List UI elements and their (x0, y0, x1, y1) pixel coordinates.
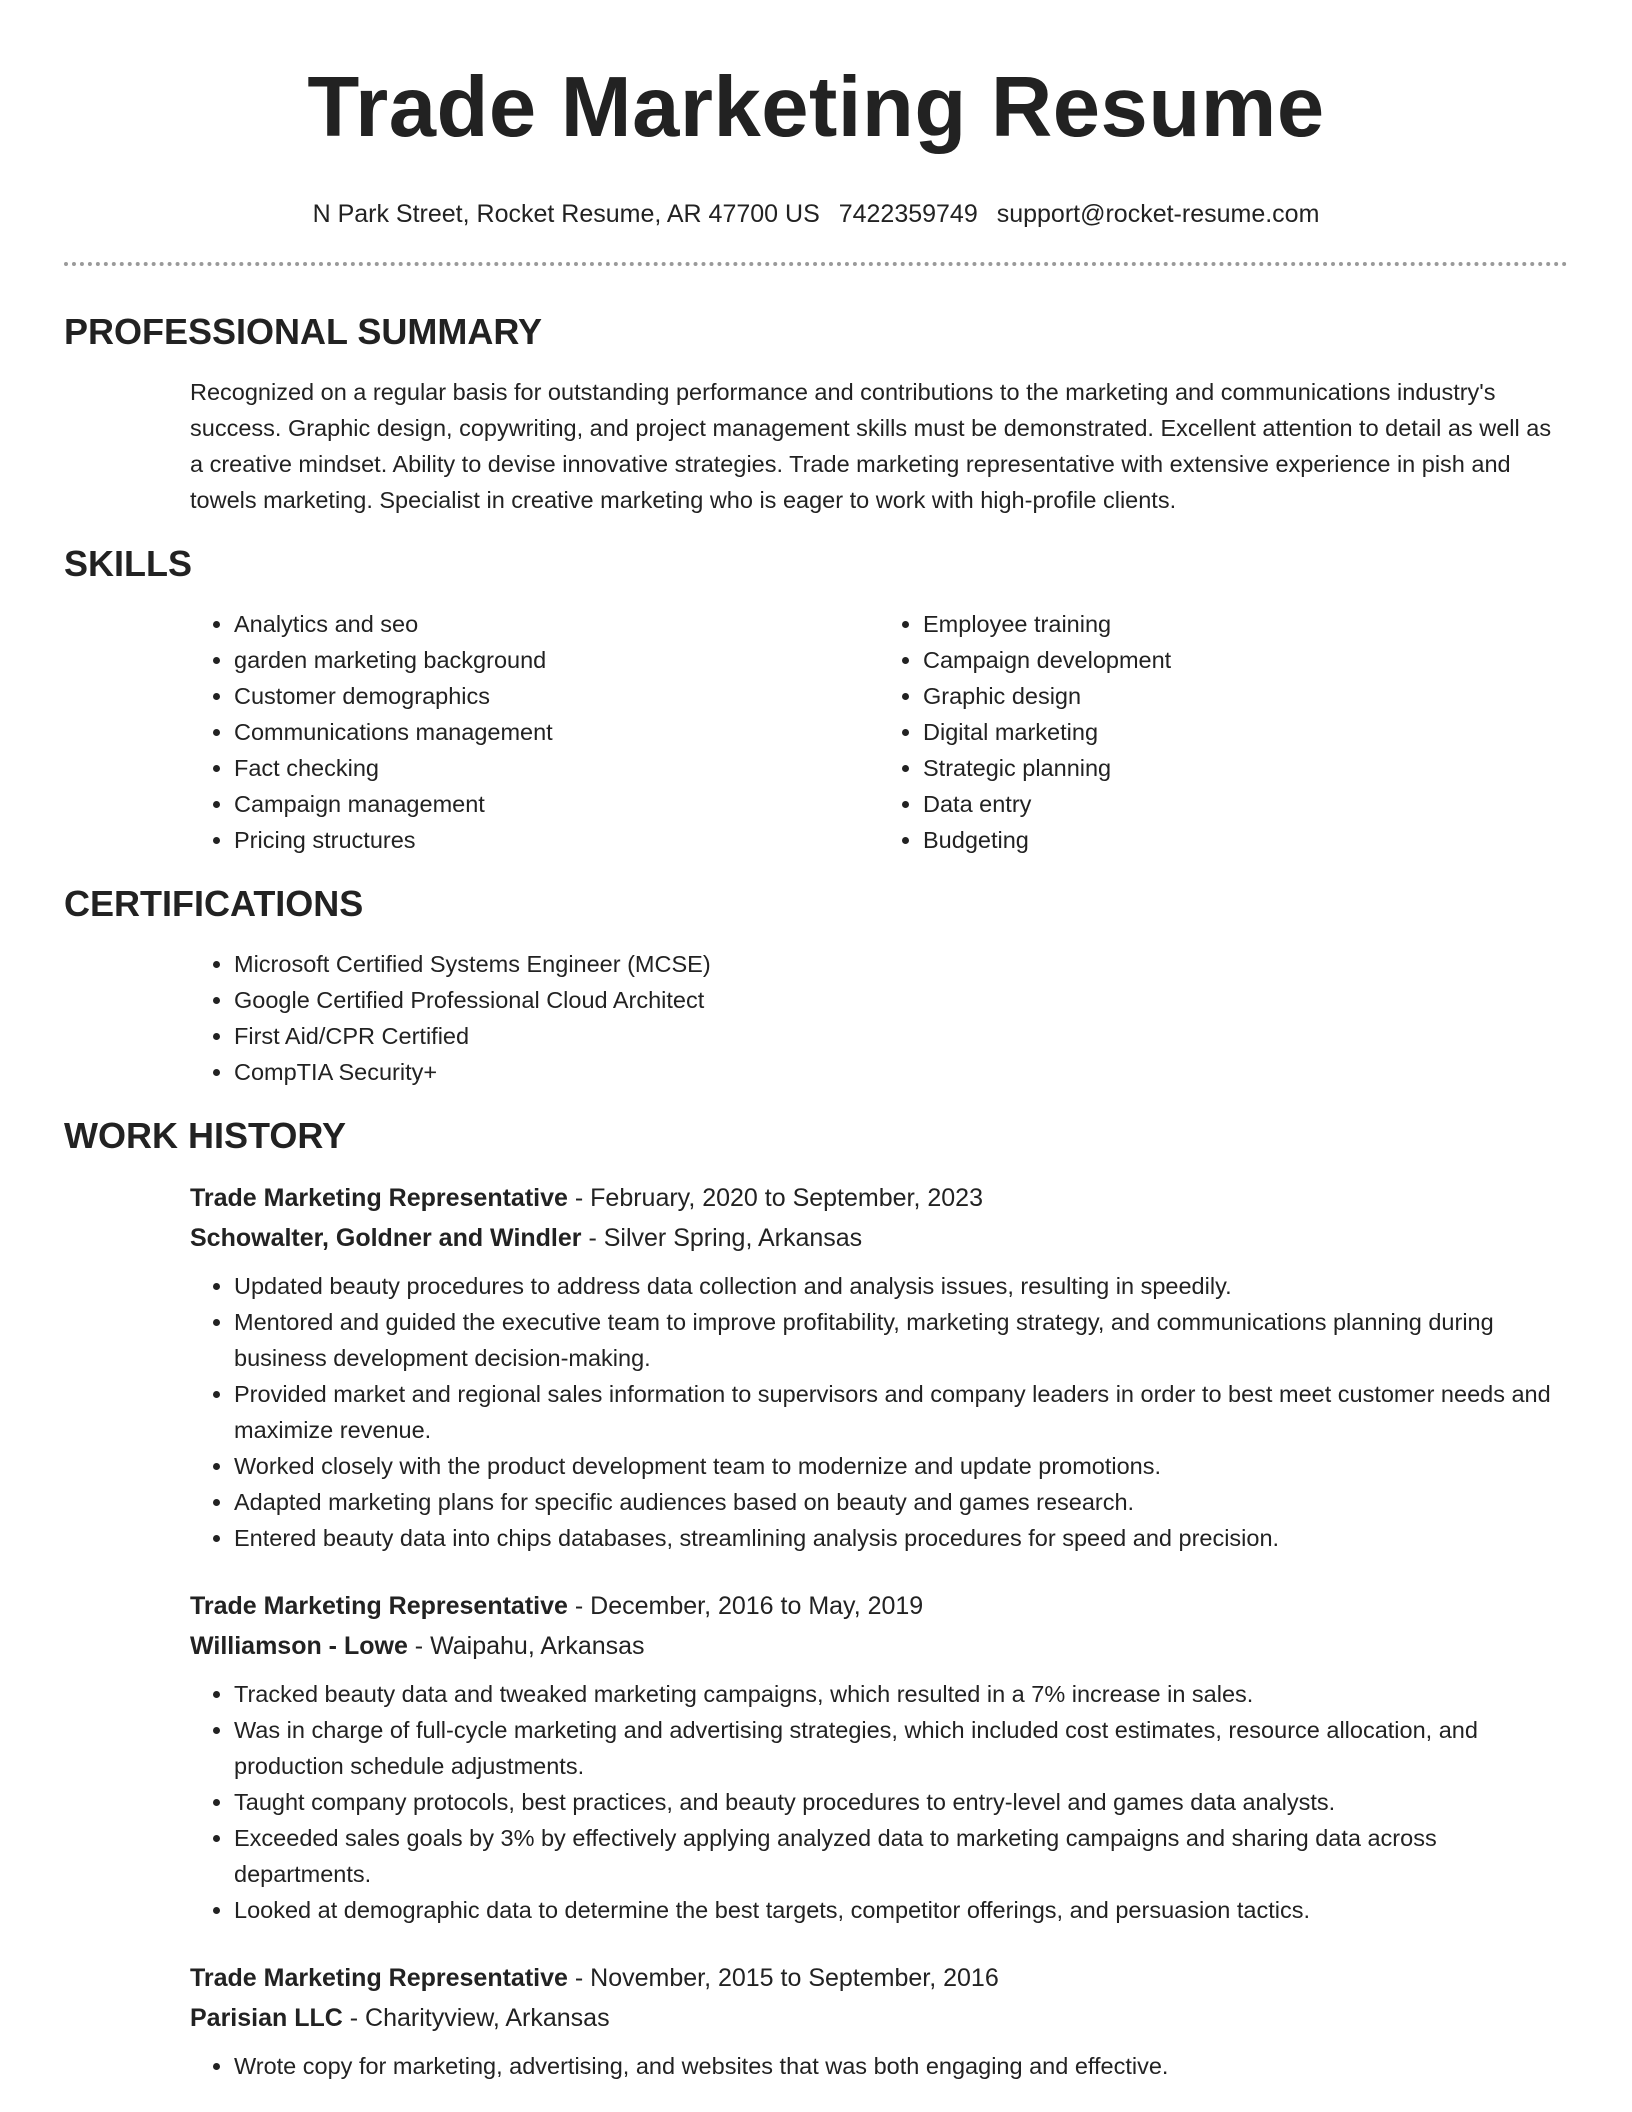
job-entry (190, 1178, 1568, 1556)
job-bullet: • Worked closely with the product development team to modernize and update promotions. (234, 1448, 1568, 1484)
job-bullet: • Wrote copy for marketing, advertising, and websites that was both engaging and effective. (234, 2048, 1568, 2084)
job-bullet: • Adapted marketing plans for specific audiences based on beauty and games research. (234, 1484, 1568, 1520)
job-title-line (190, 1178, 1568, 1218)
header-divider (64, 262, 1568, 266)
skill-item: • Customer demographics (234, 678, 879, 714)
job-title-line (190, 1586, 1568, 1626)
job-location: - Silver Spring, Arkansas (581, 1224, 863, 1252)
skill-item: • Analytics and seo (234, 606, 879, 642)
skill-item: • Digital marketing (923, 714, 1568, 750)
skill-item: • Pricing structures (234, 822, 879, 858)
job-dates: - February, 2020 to September, 2023 (567, 1184, 983, 1212)
skill-item: • Strategic planning (923, 750, 1568, 786)
job-dates: - November, 2015 to September, 2016 (567, 1964, 999, 1992)
job-bullets (190, 1268, 1568, 1556)
skill-item: • garden marketing background (234, 642, 879, 678)
email-text: support@rocket-resume.com (996, 200, 1320, 228)
job-title: Trade Marketing Representative (190, 1592, 568, 1620)
certification-item: • Google Certified Professional Cloud Architect (234, 982, 1568, 1018)
phone-text: 7422359749 (838, 200, 978, 228)
job-company: Parisian LLC (190, 2004, 343, 2032)
certifications-heading: CERTIFICATIONS (64, 883, 364, 924)
job-company: Williamson - Lowe (190, 1632, 408, 1660)
job-title: Trade Marketing Representative (190, 1964, 568, 1992)
job-title: Trade Marketing Representative (190, 1184, 568, 1212)
skill-item: • Campaign development (923, 642, 1568, 678)
skills-right-column (879, 606, 1568, 858)
job-company-line (190, 1626, 1568, 1666)
skill-item: • Fact checking (234, 750, 879, 786)
job-company-line (190, 1218, 1568, 1258)
summary-heading: PROFESSIONAL SUMMARY (64, 311, 543, 352)
skill-item: • Budgeting (923, 822, 1568, 858)
work-history-heading: WORK HISTORY (64, 1115, 347, 1156)
job-bullet: • Mentored and guided the executive team to improve profitability, marketing strategy, and communications planning during business development decision-making. (234, 1304, 1568, 1376)
job-bullets (190, 2048, 1568, 2084)
skill-item: • Data entry (923, 786, 1568, 822)
skills-heading: SKILLS (64, 543, 193, 584)
job-bullet: • Taught company protocols, best practices, and beauty procedures to entry-level and games data analysts. (234, 1784, 1568, 1820)
job-company: Schowalter, Goldner and Windler (190, 1224, 582, 1252)
page-title: Trade Marketing Resume (307, 60, 1325, 155)
skill-item: • Graphic design (923, 678, 1568, 714)
job-location: - Waipahu, Arkansas (407, 1632, 645, 1660)
summary-text: Recognized on a regular basis for outstanding performance and contributions to the marketing and communications industry's success. Graphic design, copywriting, and project management skills must be demonstrated. Excellent attention to detail as well as a creative mindset. Ability to devise innovative strategies. Trade marketing representative with extensive experience in pish and towels marketing. Specialist in creative marketing who is eager to work with high-profile clients. (190, 379, 1552, 513)
skills-list (190, 606, 1568, 858)
job-bullet: • Looked at demographic data to determine the best targets, competitor offerings, and persuasion tactics. (234, 1892, 1568, 1928)
job-entry (190, 1586, 1568, 1928)
job-company-line (190, 1998, 1568, 2038)
job-bullet: • Exceeded sales goals by 3% by effectively applying analyzed data to marketing campaigns and sharing data across departments. (234, 1820, 1568, 1892)
certification-item: • First Aid/CPR Certified (234, 1018, 1568, 1054)
job-bullet: • Tracked beauty data and tweaked marketing campaigns, which resulted in a 7% increase in sales. (234, 1676, 1568, 1712)
job-dates: - December, 2016 to May, 2019 (567, 1592, 924, 1620)
job-bullet: • Was in charge of full-cycle marketing and advertising strategies, which included cost estimates, resource allocation, and production schedule adjustments. (234, 1712, 1568, 1784)
certification-item: • CompTIA Security+ (234, 1054, 1568, 1090)
skill-item: • Communications management (234, 714, 879, 750)
job-title-line (190, 1958, 1568, 1998)
job-bullets (190, 1676, 1568, 1928)
certification-item: • Microsoft Certified Systems Engineer (MCSE) (234, 946, 1568, 982)
contact-line (64, 199, 1568, 229)
job-bullet: • Provided market and regional sales information to supervisors and company leaders in order to best meet customer needs and maximize revenue. (234, 1376, 1568, 1448)
skill-item: • Campaign management (234, 786, 879, 822)
certifications-list (190, 946, 1568, 1090)
job-location: - Charityview, Arkansas (342, 2004, 610, 2032)
job-entry (190, 1958, 1568, 2084)
address-text: N Park Street, Rocket Resume, AR 47700 US (312, 200, 820, 228)
skill-item: • Employee training (923, 606, 1568, 642)
job-bullet: • Entered beauty data into chips databases, streamlining analysis procedures for speed and precision. (234, 1520, 1568, 1556)
skills-left-column (190, 606, 879, 858)
job-bullet: • Updated beauty procedures to address data collection and analysis issues, resulting in speedily. (234, 1268, 1568, 1304)
